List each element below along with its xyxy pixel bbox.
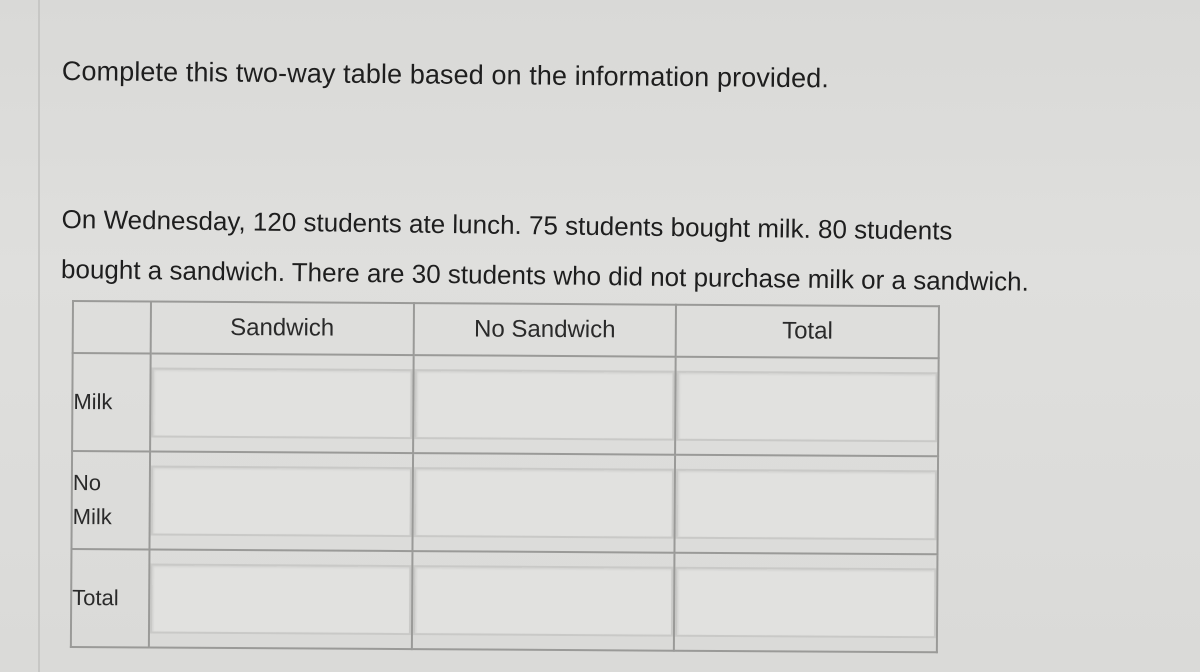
two-way-table-container [70, 300, 942, 655]
problem-line-2: bought a sandwich. There are 30 students who did not purchase milk or a sandwich. [60, 253, 1030, 297]
cell-no-milk-sandwich [149, 451, 412, 551]
table-row-total [71, 549, 938, 652]
table-row-no-milk [71, 451, 938, 554]
row-header-total [71, 549, 150, 647]
row-header-label: Total [72, 585, 119, 611]
cell-total-no-sandwich [412, 551, 675, 651]
cell-no-milk-total [675, 455, 938, 555]
answer-input-total-sandwich[interactable] [150, 563, 411, 635]
answer-input-milk-sandwich[interactable] [151, 367, 412, 439]
cell-milk-no-sandwich [413, 355, 676, 455]
table-row-milk [72, 353, 939, 456]
answer-input-no-milk-sandwich[interactable] [151, 465, 412, 537]
table-header-row [73, 301, 939, 358]
answer-input-milk-total[interactable] [676, 371, 937, 443]
cell-milk-sandwich [150, 353, 413, 453]
cell-total-sandwich [149, 549, 412, 649]
row-header-label: No [72, 470, 102, 496]
cell-grand-total [674, 553, 937, 653]
answer-input-milk-no-sandwich[interactable] [414, 369, 675, 441]
cell-no-milk-no-sandwich [412, 453, 675, 553]
table-corner-cell [73, 301, 151, 353]
answer-input-total-no-sandwich[interactable] [413, 565, 674, 637]
problem-statement [61, 194, 1172, 309]
two-way-table [70, 300, 940, 653]
answer-input-no-milk-no-sandwich[interactable] [413, 467, 674, 539]
row-header-no-milk [71, 451, 150, 549]
cell-milk-total [675, 357, 938, 457]
row-header-label-line-2: Milk [72, 504, 112, 530]
answer-input-no-milk-total[interactable] [676, 469, 937, 541]
row-header-milk [72, 353, 151, 451]
left-margin-rule [38, 0, 40, 672]
column-header-sandwich: Sandwich [151, 301, 414, 355]
row-header-label: Milk [73, 389, 113, 415]
problem-line-1: On Wednesday, 120 students ate lunch. 75 students bought milk. 80 students [61, 203, 953, 246]
answer-input-grand-total[interactable] [675, 567, 936, 639]
instruction-text: Complete this two-way table based on the information provided. [61, 56, 830, 94]
column-header-total: Total [676, 305, 939, 359]
column-header-no-sandwich: No Sandwich [413, 303, 676, 357]
